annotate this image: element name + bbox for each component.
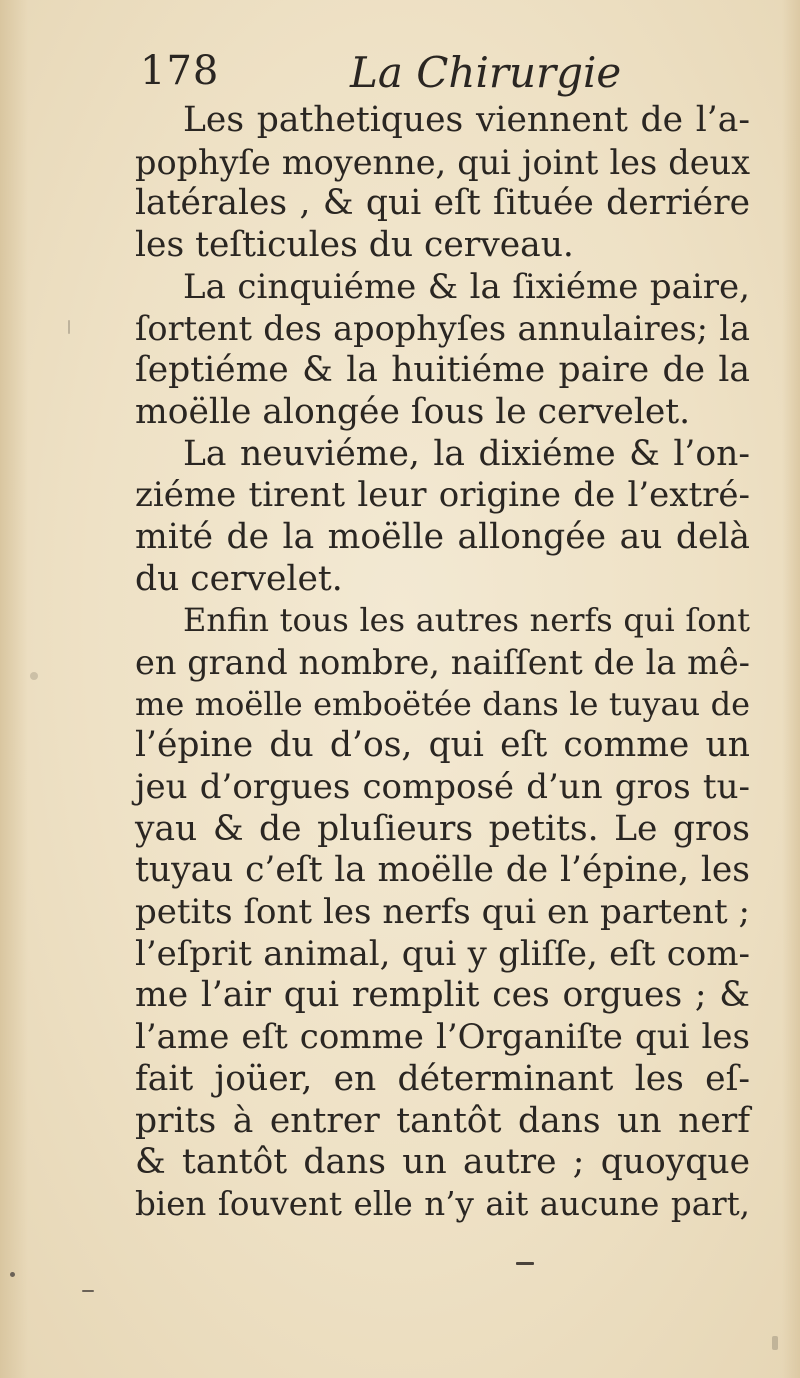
text-line: me l’air qui remplit ces orgues ; &	[135, 975, 750, 1016]
text-line: bien ſouvent elle n’y ait aucune part,	[135, 1184, 750, 1223]
text-line: du cervelet.	[135, 558, 343, 599]
text-line: ſortent des apophyſes annulaires; la	[135, 309, 750, 349]
text-line: fait joüer, en déterminant les eſ-	[135, 1058, 750, 1099]
text-line: l’épine du d’os, qui eſt comme un	[135, 725, 750, 766]
running-title: La Chirurgie	[350, 48, 622, 97]
paper-speck	[68, 320, 70, 334]
text-line: yau & de pluſieurs petits. Le gros	[135, 808, 750, 849]
text-line: en grand nombre, naiſſent de la mê-	[135, 642, 750, 682]
paper-speck	[10, 1272, 15, 1277]
text-line: l’ame eſt comme l’Organiſte qui les	[135, 1017, 750, 1058]
page-header	[140, 48, 740, 108]
paper-speck	[30, 672, 38, 680]
text-line: Les pathetiques viennent de l’a-	[183, 100, 750, 140]
text-line: mité de la moëlle allongée au delà	[135, 516, 750, 557]
text-line: jeu d’orgues composé d’un gros tu-	[135, 767, 750, 807]
body-text	[135, 100, 750, 1226]
text-line: moëlle alongée ſous le cervelet.	[135, 391, 691, 432]
text-line: La cinquiéme & la ſixiéme paire,	[183, 266, 750, 307]
text-line: & tantôt dans un autre ; quoyque	[135, 1142, 750, 1183]
text-line: prits à entrer tantôt dans un nerf	[135, 1100, 750, 1141]
text-line: les teſticules du cerveau.	[135, 225, 574, 266]
text-line: ſeptiéme & la huitiéme paire de la	[135, 350, 750, 391]
paper-speck	[772, 1336, 778, 1350]
footer-mark	[516, 1262, 534, 1265]
text-line: l’eſprit animal, qui y gliſſe, eſt com-	[135, 933, 750, 974]
text-line: petits ſont les nerfs qui en partent ;	[135, 892, 750, 933]
text-line: latérales , & qui eſt ſituée derriére	[135, 183, 750, 224]
text-line: pophyſe moyenne, qui joint les deux	[135, 142, 750, 182]
text-line: tuyau c’eſt la moëlle de l’épine, les	[135, 850, 750, 891]
text-line: me moëlle emboëtée dans le tuyau de	[135, 684, 750, 723]
paper-speck	[82, 1290, 94, 1292]
text-line: La neuviéme, la dixiéme & l’on-	[183, 433, 750, 474]
page-number: 178	[140, 48, 220, 94]
text-line: ziéme tirent leur origine de l’extré-	[135, 475, 750, 516]
text-line: Enfin tous les autres nerfs qui ſont	[183, 601, 750, 640]
